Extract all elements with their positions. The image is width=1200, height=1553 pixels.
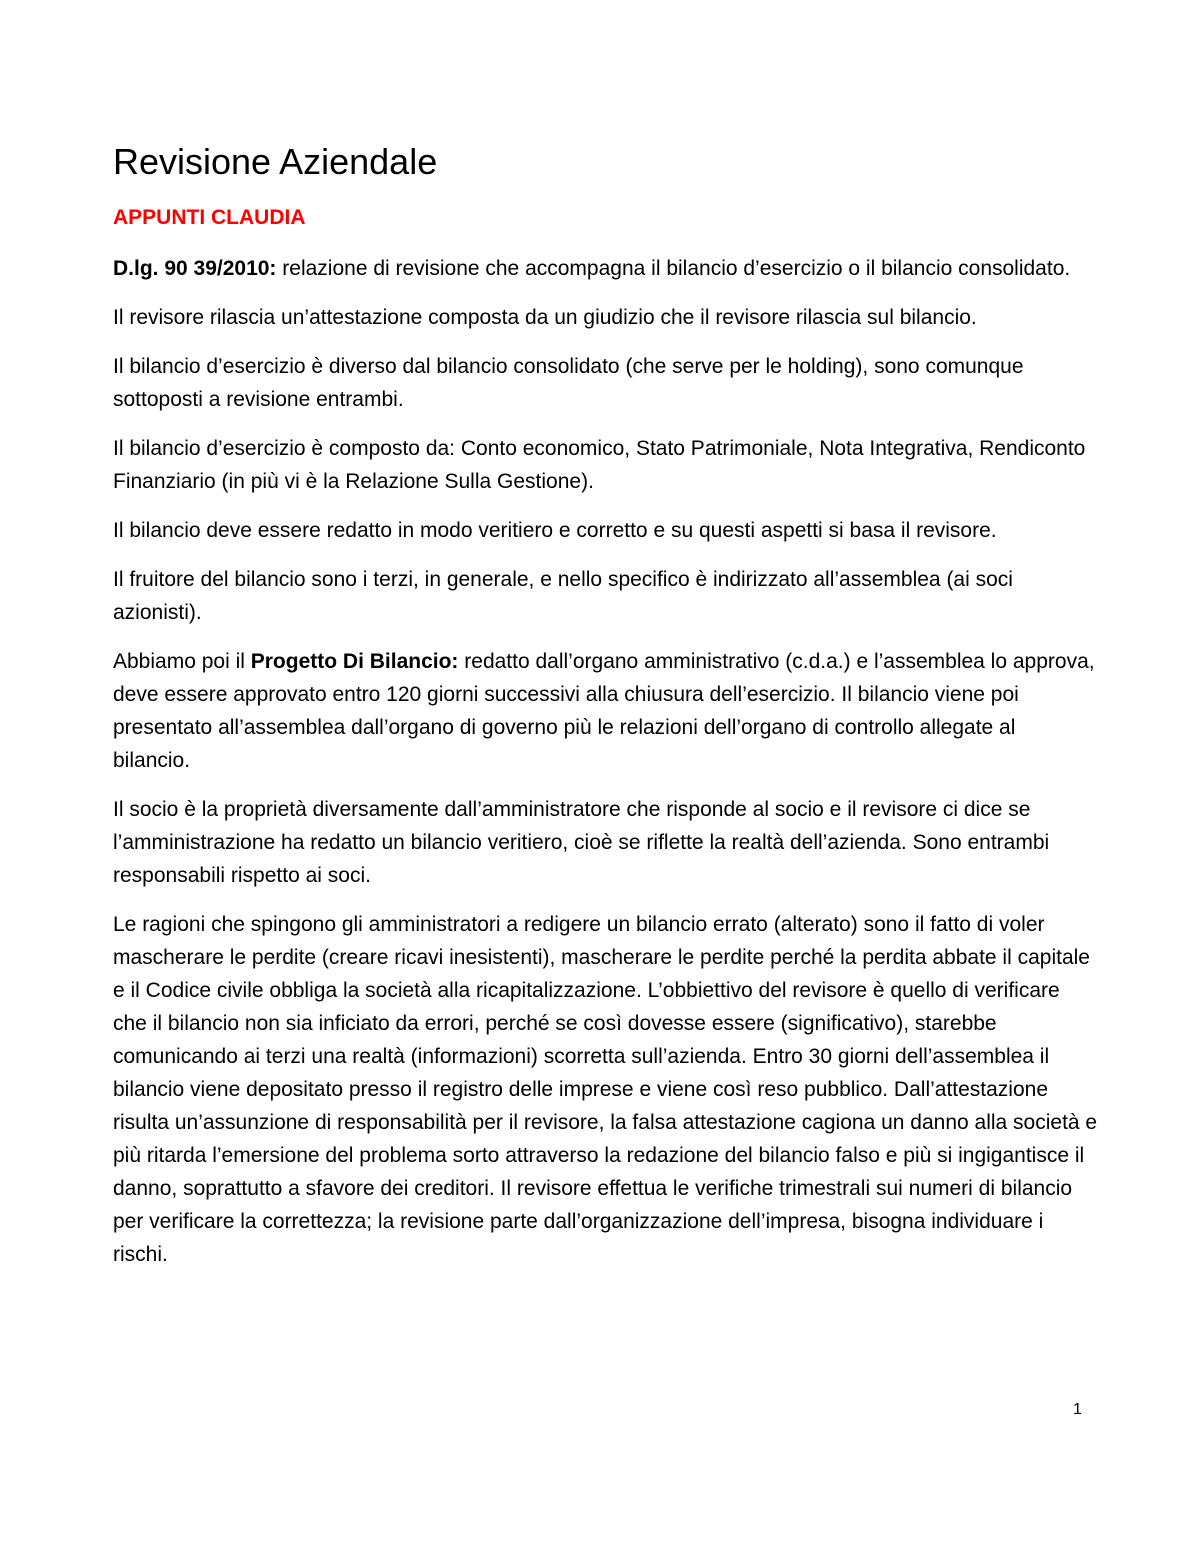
paragraph-1-bold-lead: D.lg. 90 39/2010: <box>113 257 277 280</box>
paragraph-3: Il bilancio d’esercizio è diverso dal bilancio consolidato (che serve per le holding), sono comunque sottoposti a revisione entrambi. <box>113 355 1024 411</box>
paragraph-5: Il bilancio deve essere redatto in modo veritiero e corretto e su questi aspetti si basa il revisore. <box>113 519 997 542</box>
document-subtitle: APPUNTI CLAUDIA <box>113 206 306 229</box>
document-page <box>113 140 1098 1287</box>
paragraph-1-text: relazione di revisione che accompagna il bilancio d’esercizio o il bilancio consolidato. <box>276 257 1071 280</box>
page-number: 1 <box>1073 1401 1082 1418</box>
paragraph-6: Il fruitore del bilancio sono i terzi, in generale, e nello specifico è indirizzato all’assemblea (ai soci azionisti). <box>113 568 1013 624</box>
paragraph-1 <box>113 252 1098 285</box>
paragraph-4: Il bilancio d’esercizio è composto da: Conto economico, Stato Patrimoniale, Nota Integrativa, Rendiconto Finanziario (in più vi è la Relazione Sulla Gestione). <box>113 437 1086 493</box>
document-title: Revisione Aziendale <box>113 141 438 182</box>
paragraph-9: Le ragioni che spingono gli amministratori a redigere un bilancio errato (alterato) sono il fatto di voler mascherare le perdite (creare ricavi inesistenti), mascherare le perdite perché la perdita abbate il capitale e il Codice civile obbliga la società alla ricapitalizzazione. L’obbiettivo del revisore è quello di verificare che il bilancio non sia inficiato da errori, perché se così dovesse essere (significativo), starebbe comunicando ai terzi una realtà (informazioni) scorretta sull’azienda. Entro 30 giorni dell’assemblea il bilancio viene depositato presso il registro delle imprese e viene così reso pubblico. Dall’attestazione risulta un’assunzione di responsabilità per il revisore, la falsa attestazione cagiona un danno alla società e più ritarda l’emersione del problema sorto attraverso la redazione del bilancio falso e più si ingigantisce il danno, soprattutto a sfavore dei creditori. Il revisore effettua le verifiche trimestrali sui numeri di bilancio per verificare la correttezza; la revisione parte dall’organizzazione dell’impresa, bisogna individuare i rischi. <box>113 913 1098 1266</box>
paragraph-8: Il socio è la proprietà diversamente dall’amministratore che risponde al socio e il revisore ci dice se l’amministrazione ha redatto un bilancio veritiero, cioè se riflette la realtà dell’azienda. Sono entrambi responsabili rispetto ai soci. <box>113 798 1050 887</box>
paragraph-7-text: redatto dall’organo amministrativo (c.d.a.) e l’assemblea lo approva, deve essere approvato entro 120 giorni successivi alla chiusura dell’esercizio. Il bilancio viene poi presentato all’assemblea dall’organo di governo più le relazioni dell’organo di controllo allegate al bilancio. <box>113 650 1095 772</box>
paragraph-7-pre: Abbiamo poi il <box>113 650 251 673</box>
paragraph-2: Il revisore rilascia un’attestazione composta da un giudizio che il revisore rilascia sul bilancio. <box>113 306 977 329</box>
paragraph-7-bold-term: Progetto Di Bilancio: <box>250 650 459 673</box>
paragraph-7 <box>113 645 1098 777</box>
